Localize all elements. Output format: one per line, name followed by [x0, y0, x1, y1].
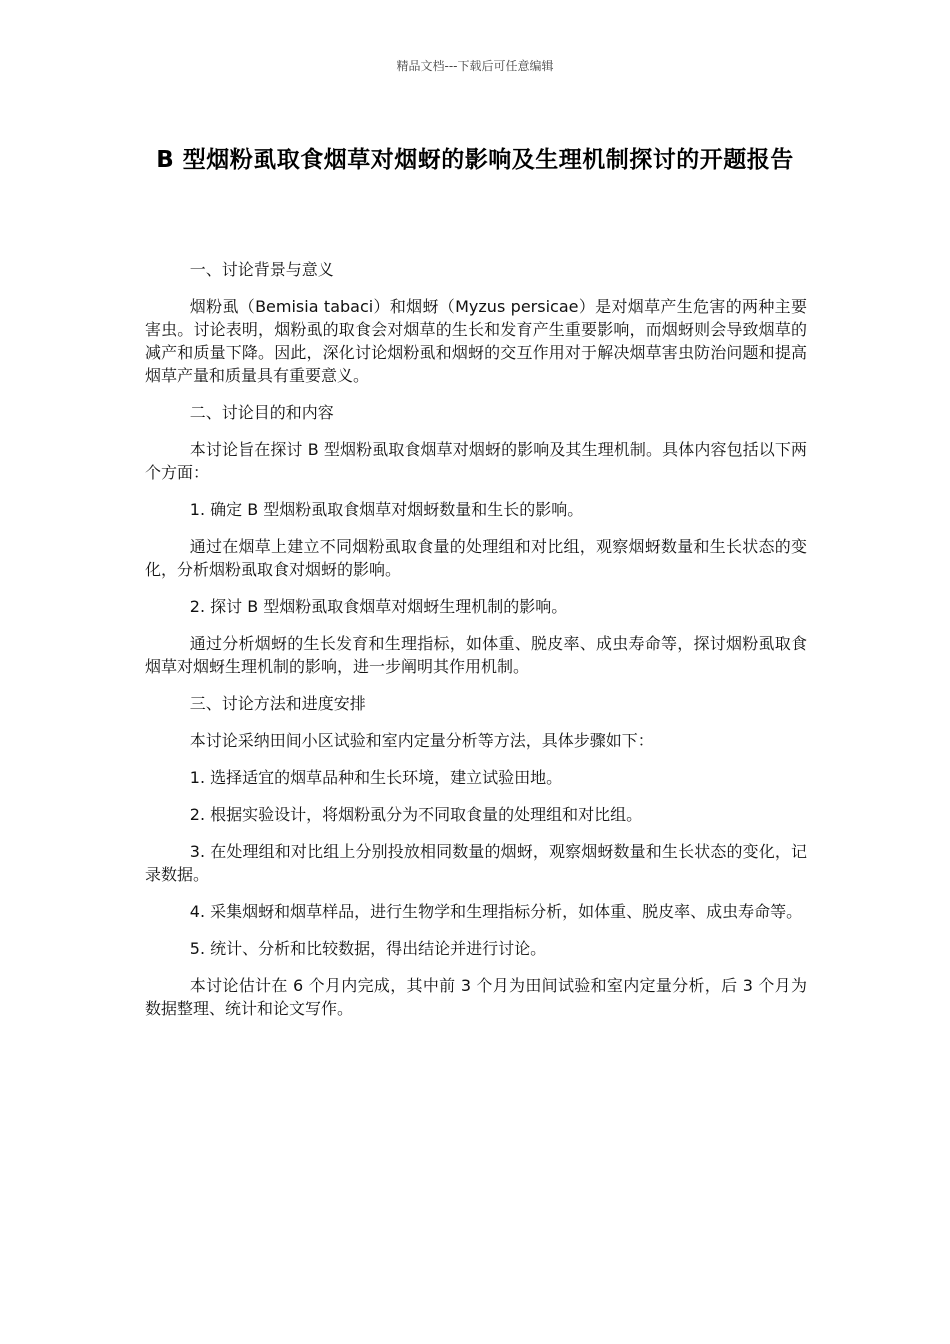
list-item-step-5: 5. 统计、分析和比较数据，得出结论并进行讨论。	[189, 939, 547, 958]
paragraph-background: 烟粉虱（Bemisia tabaci）和烟蚜（Myzus persicae）是对烟草产生危害的两种主要害虫。讨论表明，烟粉虱的取食会对烟草的生长和发育产生重要影响，而烟蚜则会导致烟草的减产和质量下降。因此，深化讨论烟粉虱和烟蚜的交互作用对于解决烟草害虫防治问题和提高烟草产量和质量具有重要意义。	[145, 297, 807, 385]
paragraph-methods-intro: 本讨论采纳田间小区试验和室内定量分析等方法，具体步骤如下：	[189, 731, 654, 750]
paragraph-purpose-2-detail: 通过分析烟蚜的生长发育和生理指标，如体重、脱皮率、成虫寿命等，探讨烟粉虱取食烟草对烟蚜生理机制的影响，进一步阐明其作用机制。	[145, 634, 807, 676]
section-heading-background: 一、讨论背景与意义	[189, 260, 334, 279]
list-item-step-4: 4. 采集烟蚜和烟草样品，进行生物学和生理指标分析，如体重、脱皮率、成虫寿命等。	[189, 902, 803, 921]
paragraph-purpose-1-detail: 通过在烟草上建立不同烟粉虱取食量的处理组和对比组，观察烟蚜数量和生长状态的变化，分析烟粉虱取食对烟蚜的影响。	[145, 537, 807, 579]
list-item-step-1: 1. 选择适宜的烟草品种和生长环境，建立试验田地。	[189, 768, 563, 787]
list-item-purpose-2: 2. 探讨 B 型烟粉虱取食烟草对烟蚜生理机制的影响。	[189, 597, 568, 616]
paragraph-purpose-intro: 本讨论旨在探讨 B 型烟粉虱取食烟草对烟蚜的影响及其生理机制。具体内容包括以下两个方面：	[145, 440, 807, 482]
list-item-step-2: 2. 根据实验设计，将烟粉虱分为不同取食量的处理组和对比组。	[189, 805, 643, 824]
document-body	[145, 258, 807, 1034]
section-heading-purpose: 二、讨论目的和内容	[189, 403, 334, 422]
list-item-step-3: 3. 在处理组和对比组上分别投放相同数量的烟蚜，观察烟蚜数量和生长状态的变化，记录数据。	[145, 842, 807, 884]
section-heading-methods: 三、讨论方法和进度安排	[189, 694, 366, 713]
list-item-purpose-1: 1. 确定 B 型烟粉虱取食烟草对烟蚜数量和生长的影响。	[189, 500, 584, 519]
document-title: B 型烟粉虱取食烟草对烟蚜的影响及生理机制探讨的开题报告	[156, 147, 794, 173]
header-note: 精品文档---下载后可任意编辑	[396, 59, 554, 73]
paragraph-schedule: 本讨论估计在 6 个月内完成，其中前 3 个月为田间试验和室内定量分析，后 3 个月为数据整理、统计和论文写作。	[145, 976, 807, 1018]
